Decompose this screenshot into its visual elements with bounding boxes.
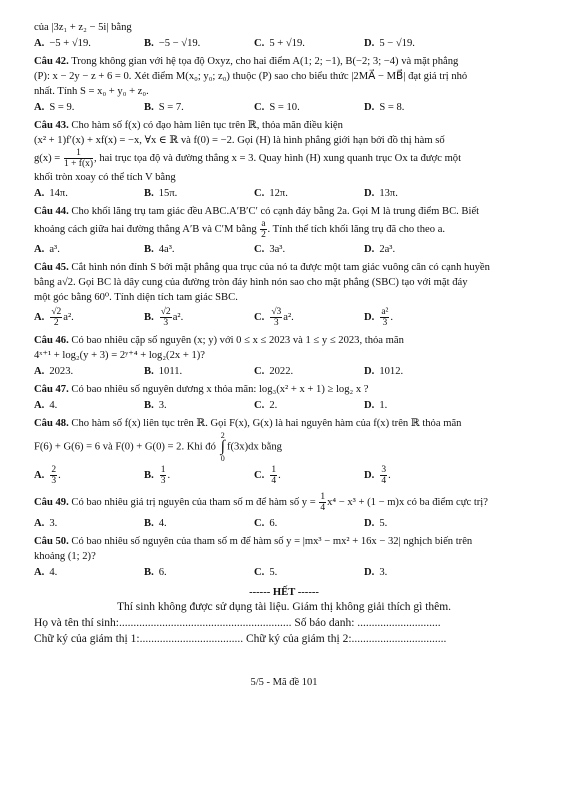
q41-option-b[interactable]: B. −5 − √19. (144, 38, 201, 49)
question-44 (34, 204, 534, 257)
question-43 (34, 118, 534, 201)
q46-option-b[interactable]: B. 1011. (144, 366, 183, 377)
q42-option-d[interactable]: D. S = 8. (364, 102, 405, 113)
q46-option-d[interactable]: D. 1012. (364, 366, 404, 377)
q41-option-a[interactable]: A. −5 + √19. (34, 38, 91, 49)
q41-options (34, 36, 534, 51)
q44-option-b[interactable]: B. 4a³. (144, 244, 175, 255)
q45-option-d[interactable]: D. $\frac{\text{a²}}{3}$ . (364, 307, 394, 329)
q42-line1: Trong không gian với hệ tọa độ Oxyz, cho hai điểm A(1; 2; −1), B(−2; 3; −4) và mặt phẳng (71, 56, 459, 67)
q47-option-a[interactable]: A. 4. (34, 400, 58, 411)
q49-option-b[interactable]: B. 4. (144, 518, 167, 529)
q50-line2: khoảng (1; 2)? (34, 551, 96, 562)
q47-option-c[interactable]: C. 2. (254, 400, 278, 411)
q42-option-b[interactable]: B. S = 7. (144, 102, 184, 113)
q42-line2: (P): x − 2y − z + 6 = 0. Xét điểm M(x₀; y₀; z₀) thuộc (P) sao cho biểu thức |2MA⃗ − MB⃗| đạt giá trị nhỏ (34, 71, 468, 82)
q41-option-c[interactable]: C. 5 + √19. (254, 38, 305, 49)
q48-line1: Cho hàm số f(x) liên tục trên ℝ. Gọi F(x), G(x) là hai nguyên hàm của f(x) trên ℝ thỏa mãn (71, 418, 462, 429)
q43-line2: (x² + 1)f′(x) + xf(x) = −x, ∀x ∈ ℝ và f(0) = −2. Gọi (H) là hình phẳng giới hạn bởi đồ thị hàm số (34, 135, 445, 146)
q48-option-a[interactable]: A. $\frac{2}{3}$ . (34, 465, 61, 487)
q41-stem-tail: của |3z₁ + z₂ − 5i| bằng (34, 22, 132, 33)
q43-option-a[interactable]: A. 14π. (34, 188, 68, 199)
q46-line1: Có bao nhiêu cặp số nguyên (x; y) với 0 ≤ x ≤ 2023 và 1 ≤ y ≤ 2023, thỏa mãn (71, 335, 404, 346)
q48-option-b[interactable]: B. $\frac{1}{3}$ . (144, 465, 171, 487)
question-42 (34, 54, 534, 115)
q49-option-a[interactable]: A. 3. (34, 518, 58, 529)
question-49 (34, 491, 534, 531)
q43-fraction: $\frac{1}{1 + f(x)}$ (63, 148, 94, 170)
q46-line2: 4ˣ⁺¹ + log₂(y + 3) = 2ʸ⁺⁴ + log₂(2x + 1)? (34, 350, 205, 361)
q42-option-a[interactable]: A. S = 9. (34, 102, 75, 113)
q43-option-b[interactable]: B. 15π. (144, 188, 178, 199)
question-50 (34, 534, 534, 580)
q43-line1: Cho hàm số f(x) có đạo hàm liên tục trên ℝ, thỏa mãn điều kiện (71, 120, 343, 131)
q42-option-c[interactable]: C. S = 10. (254, 102, 300, 113)
q49-label: Câu 49. (34, 497, 69, 508)
q41-option-d[interactable]: D. 5 − √19. (364, 38, 415, 49)
q48-option-c[interactable]: C. $\frac{1}{4}$ . (254, 465, 281, 487)
q44-line1: Cho khối lăng trụ tam giác đều ABC.A′B′C′ có cạnh đáy bằng 2a. Gọi M là trung điểm BC. Biết (71, 206, 480, 217)
q45-option-c[interactable]: C. $\frac{√3}{3}$ a². (254, 307, 294, 329)
q44-option-d[interactable]: D. 2a³. (364, 244, 396, 255)
q44-fraction: $\frac{a}{2}$ (261, 219, 266, 241)
q46-option-a[interactable]: A. 2023. (34, 366, 74, 377)
q43-line3-prefix: g(x) = (34, 153, 61, 164)
q43-label: Câu 43. (34, 120, 69, 131)
q45-line1: Cắt hình nón đỉnh S bởi mặt phẳng qua trục của nó ta được một tam giác vuông cân có cạnh huyền (71, 262, 490, 273)
q48-line2-prefix: F(6) + G(6) = 6 và F(0) + G(0) = 2. Khi đó (34, 441, 216, 453)
q48-line2-suffix: f(3x)dx bằng (226, 441, 282, 453)
q49-line1-suffix: x⁴ − x³ + (1 − m)x có ba điểm cực trị? (327, 497, 488, 508)
q43-option-c[interactable]: C. 12π. (254, 188, 288, 199)
q48-label: Câu 48. (34, 418, 69, 429)
q45-option-b[interactable]: B. $\frac{√2}{3}$ a². (144, 307, 184, 329)
q43-line4: khối tròn xoay có thể tích V bằng (34, 172, 176, 183)
q43-option-d[interactable]: D. 13π. (364, 188, 398, 199)
question-47 (34, 382, 534, 413)
question-46 (34, 333, 534, 379)
exam-page (34, 20, 534, 688)
q44-option-c[interactable]: C. 3a³. (254, 244, 286, 255)
q44-line2-suffix: . Tính thể tích khối lăng trụ đã cho theo a. (267, 224, 446, 235)
q47-line1: Có bao nhiêu số nguyên dương x thỏa mãn: log₃(x² + x + 1) ≥ log₂ x ? (71, 384, 369, 395)
q44-line2-prefix: khoảng cách giữa hai đường thẳng A′B và C′M bằng (34, 224, 257, 235)
q50-label: Câu 50. (34, 536, 69, 547)
q50-option-c[interactable]: C. 5. (254, 567, 278, 578)
q42-label: Câu 42. (34, 56, 69, 67)
q50-option-b[interactable]: B. 6. (144, 567, 167, 578)
q44-option-a[interactable]: A. a³. (34, 244, 60, 255)
q50-option-d[interactable]: D. 3. (364, 567, 388, 578)
q42-line3: nhất. Tính S = x₀ + y₀ + z₀. (34, 86, 149, 97)
question-48 (34, 416, 534, 488)
q46-option-c[interactable]: C. 2022. (254, 366, 294, 377)
q49-option-c[interactable]: C. 6. (254, 518, 278, 529)
integral-symbol: 2 ∫ 0 (220, 431, 225, 463)
q43-line3-suffix: , hai trục tọa độ và đường thẳng x = 3. Quay hình (H) xung quanh trục Ox ta được một (94, 153, 462, 164)
q45-line3: một góc bằng 60⁰. Tính diện tích tam giác SBC. (34, 292, 238, 303)
exam-note: Thí sinh không được sử dụng tài liệu. Giám thị không giải thích gì thêm. (116, 601, 452, 613)
q47-option-d[interactable]: D. 1. (364, 400, 388, 411)
q46-label: Câu 46. (34, 335, 69, 346)
question-45 (34, 260, 534, 330)
page-footer: 5/5 - Mã đề 101 (250, 677, 318, 688)
supervisor-signature-line: Chữ ký của giám thị 1:.................................... Chữ ký của giám thị 2:................................. (34, 633, 447, 645)
q45-label: Câu 45. (34, 262, 69, 273)
q47-option-b[interactable]: B. 3. (144, 400, 167, 411)
q44-label: Câu 44. (34, 206, 69, 217)
q49-option-d[interactable]: D. 5. (364, 518, 388, 529)
q47-label: Câu 47. (34, 384, 69, 395)
end-mark: ------ HẾT ------ (249, 587, 319, 598)
q49-line1-prefix: Có bao nhiêu giá trị nguyên của tham số m để hàm số y = (71, 497, 316, 508)
q50-line1: Có bao nhiêu số nguyên của tham số m để hàm số y = |mx³ − mx² + 16x − 32| nghịch biến trên (71, 536, 473, 547)
q49-fraction: $\frac{1}{4}$ (320, 492, 326, 514)
q45-line2: bằng a√2. Gọi BC là dây cung của đường tròn đáy hình nón sao cho mặt phẳng (SBC) tạo với mặt đáy (34, 277, 468, 288)
q45-option-a[interactable]: A. $\frac{√2}{2}$ a². (34, 307, 74, 329)
candidate-info-line: Họ và tên thí sinh:............................................................ Số báo danh: ............................. (34, 617, 441, 629)
q48-option-d[interactable]: D. $\frac{3}{4}$ . (364, 465, 391, 487)
q50-option-a[interactable]: A. 4. (34, 567, 58, 578)
